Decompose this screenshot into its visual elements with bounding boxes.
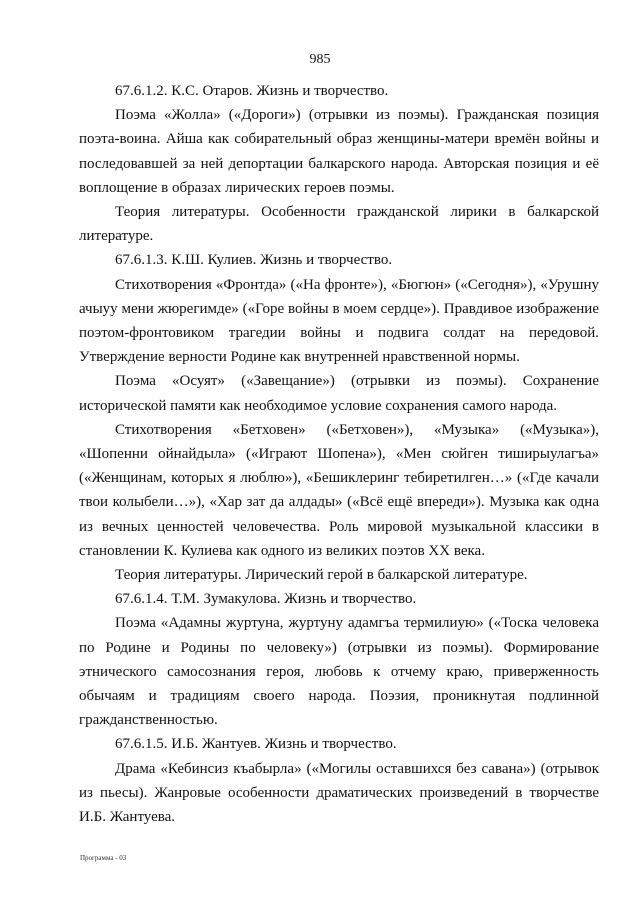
paragraph-beethoven: Стихотворения «Бетховен» («Бетховен»), «Музыка» («Музыка»), «Шопенни ойнайдыла» («Играют Шопена»), «Мен сюйген тиширыулагъа» («Женщинам, которых я люблю»), «Бешиклеринг тебиретилген…» («Где качали твои колыбели…»), «Хар зат да алдады» («Всё ещё впереди»). Музыка как одна из вечных ценностей человечества. Роль мировой музыкальной классики в становлении К. Кулиева как одного из великих поэтов XX века.: [79, 421, 599, 559]
section-heading-kuliev: 67.6.1.3. К.Ш. Кулиев. Жизнь и творчество.: [115, 252, 393, 269]
paragraph-zholla: Поэма «Жолла» («Дороги») (отрывки из поэмы). Гражданская позиция поэта-воина. Айша как собирательный образ женщины-матери времён войны и последовавшей за ней депортации балкарского народа. Авторская позиция и её воплощение в образах лирических героев поэмы.: [79, 107, 599, 196]
paragraph-adamny-zhurtuna: Поэма «Адамны журтуна, журтуну адамгъа термилиую» («Тоска человека по Родине и Родины по человеку») (отрывки из поэмы). Формирование этнического самосознания героя, любовь к отчему краю, приверженность обычаям и традициям своего народа. Поэзия, проникнутая подлинной гражданственностью.: [79, 615, 599, 729]
section-heading-zhantuev: 67.6.1.5. И.Б. Жантуев. Жизнь и творчество.: [115, 736, 397, 753]
section-heading-otarov: 67.6.1.2. К.С. Отаров. Жизнь и творчество.: [115, 83, 389, 99]
paragraph-osuyat: Поэма «Осуят» («Завещание») (отрывки из поэмы). Сохранение исторической памяти как необходимое условие сохранения самого народа.: [79, 373, 599, 414]
document-body: [79, 79, 599, 829]
paragraph-theory-civic-lyrics: Теория литературы. Особенности гражданской лирики в балкарской литературе.: [79, 204, 599, 245]
section-heading-zumakulova: 67.6.1.4. Т.М. Зумакулова. Жизнь и творчество.: [115, 591, 417, 608]
page-number: 985: [309, 52, 331, 67]
paragraph-kebinsiz: Драма «Кебинсиз къабырла» («Могилы оставшихся без савана») (отрывок из пьесы). Жанровые особенности драматических произведений в творчестве И.Б. Жантуева.: [79, 760, 599, 826]
paragraph-theory-lyrical-hero: Теория литературы. Лирический герой в балкарской литературе.: [115, 567, 528, 584]
paragraph-frontda: Стихотворения «Фронтда» («На фронте»), «Бюгюн» («Сегодня»), «Урушну ачыуу мени жюрегимде» («Горе войны в моем сердце»). Правдивое изображение поэтом-фронтовиком трагедии войны и подвига солдат на передовой. Утверждение верности Родине как внутренней нравственной нормы.: [79, 276, 599, 366]
page-footer: Программа - 03: [80, 854, 127, 862]
